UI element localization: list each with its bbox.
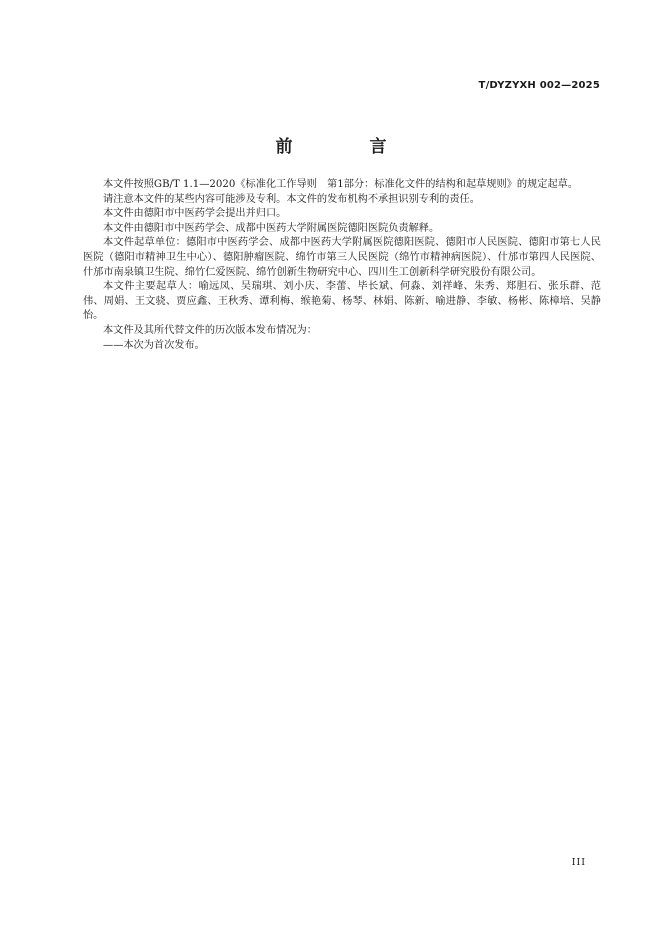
paragraph-patent-notice: 请注意本文件的某些内容可能涉及专利。本文件的发布机构不承担识别专利的责任。 xyxy=(103,193,480,205)
paragraph-first-release: ——本次为首次发布。 xyxy=(103,339,205,351)
preface-body xyxy=(83,178,601,353)
document-code: T/DYZYXH 002—2025 xyxy=(478,80,600,91)
page-number: III xyxy=(571,857,586,868)
paragraph-interpreter: 本文件由德阳市中医药学会、成都中医药大学附属医院德阳医院负责解释。 xyxy=(103,222,440,234)
paragraph-drafting-units: 本文件起草单位：德阳市中医药学会、成都中医药大学附属医院德阳医院、德阳市人民医院、德阳市第七人民医院（德阳市精神卫生中心）、德阳肿瘤医院、绵竹市第三人民医院（绵竹市精神病医院）、什邡市第四人民医院、什邡市南泉镇卫生院、绵竹仁爱医院、绵竹创新生物研究中心、四川生工创新科学研究股份有限公司。 xyxy=(83,237,601,278)
page-title: 前 言 xyxy=(275,137,417,157)
paragraph-proposer: 本文件由德阳市中医药学会提出并归口。 xyxy=(103,208,287,220)
paragraph-version-history: 本文件及其所代替文件的历次版本发布情况为： xyxy=(103,324,317,336)
paragraph-drafters: 本文件主要起草人：喻远凤、吴瑞琪、刘小庆、李蕾、毕长斌、何淼、刘祥峰、朱秀、郑胆石、张乐群、范伟、周娟、王文骁、贾应鑫、王秋秀、谭利梅、缑艳菊、杨琴、林娟、陈新、喻进静、李敏、杨彬、陈樟培、吴静怡。 xyxy=(83,281,601,322)
paragraph-drafting-rules: 本文件按照GB/T 1.1—2020《标准化工作导则 第1部分：标准化文件的结构和起草规则》的规定起草。 xyxy=(103,179,579,190)
